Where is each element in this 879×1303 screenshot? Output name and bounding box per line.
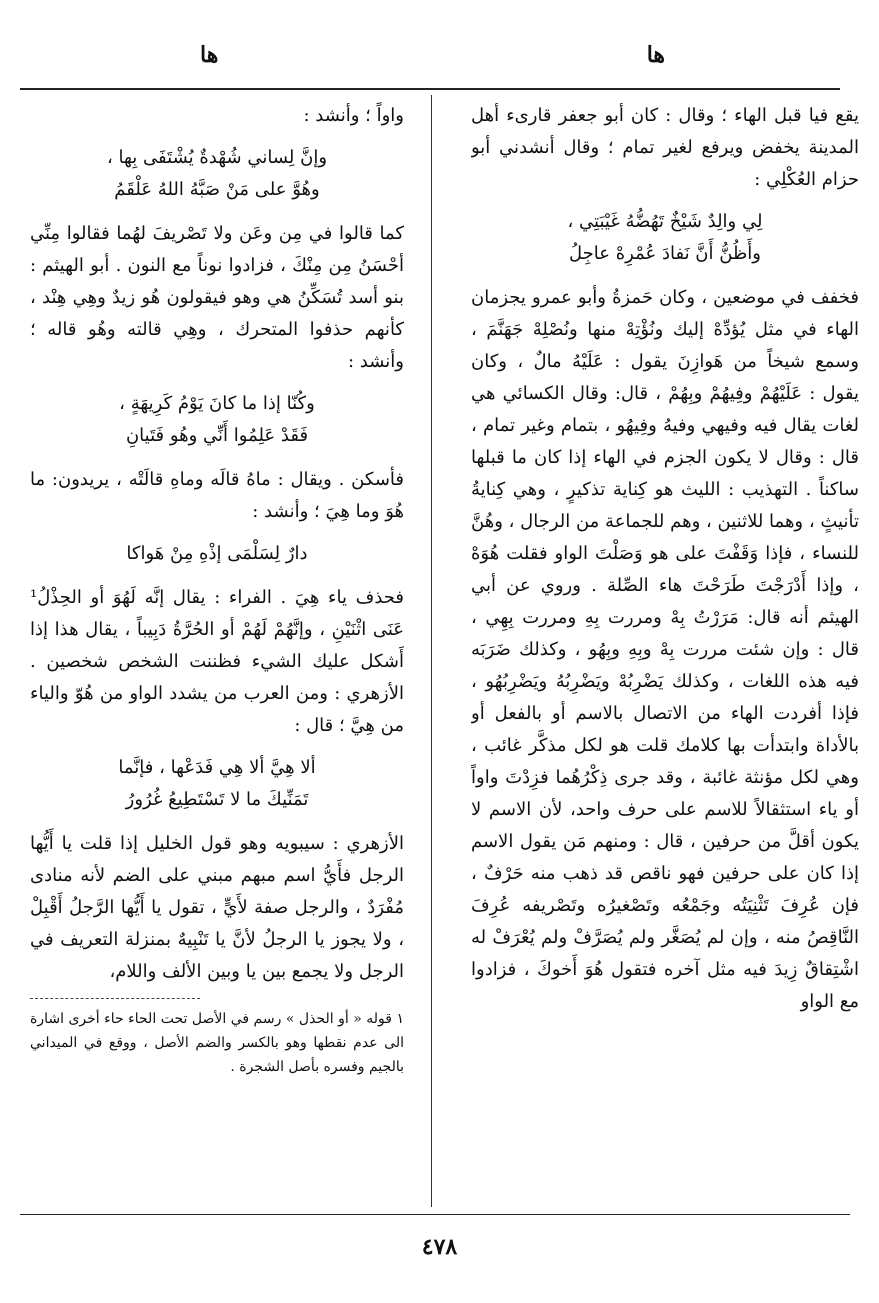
right-paragraph-2: فخفف في موضعين ، وكان حَمزةُ وأبو عمرو يجزمان الهاء في مثل يُؤدِّهْ إليك ونُؤْتِهْ منها ونُصْلِهْ جَهَنَّمَ ، وسمع شيخاً من هَوازِنَ يقول : عَلَيْهُ مالٌ ، وكان يقول : عَلَيْهُمْ وفِيهُمْ وبِهُمْ ، قال: وقال الكسائي هي لغات يقال فيه وفيهي وفيهُ وفِيهُو ، بتمام وغير تمام ، قال : وقال لا يكون الجزم في الهاء إذا كان ما قبلها ساكناً . التهذيب : الليث هو كِناية تذكيرٍ ، وهي كِنايةُ تأنيثٍ ، وهما للاثنين ، وهم للجماعة من الرجال ، وهُنَّ للنساء ، فإذا وَقَفْتَ على هو وَصَلْتَ الواو فقلت هُوَهْ ، وإذا أَدْرَجْتَ طَرَحْتَ هاء الصِّلة . وروي عن أبي الهيثم أنه قال: مَرَرْتُ بِهْ ومررت بِهِ ومررت بِهِي ، قال : وإن شئت مررت بِهْ وبِهِ وبِهُو ، وكذلك ضَرَبَه فيه هذه اللغات ، وكذلك يَضْرِبُهْ ويَضْرِبُهُ ويَضْرِبُهُو ، فإذا أفردت الهاء من الاتصال بالاسم أو بالفعل أو بالأداة وابتدأت بها كلامك قلت هو لكل مذكَّر غائب ، وهي لكل مؤنثة غائبة ، وقد جرى ذِكْرُهُما فزِدْتَ واواً أو ياء استثقالاً للاسم على حرف واحد، لأن الاسم لا يكون أقلَّ من حرفين ، قال : ومنهم مَن يقول الاسم إذا كان على حرفين فهو ناقص قد ذهب منه حَرْفٌ ، فإن عُرِفَ تَثْنِيَتُه وجَمْعُه وتَصْغيرُه وتَصْريفه عُرِفَ النَّاقِصُ منه ، وإن لم يُصَغَّر ولم يُصَرَّفْ ولم يُعْرَفْ له اشْتِقاقٌ زِيدَ فيه مثل آخره فتقول هُوَ أَخوكَ ، فزادوا مع الواو xyxy=(471,287,859,1012)
footnote-separator xyxy=(30,998,200,999)
footnote: ١ قوله « أو الحذل » رسم في الأصل تحت الحاء حاء أخرى اشارة الى عدم نقطها وهو بالكسر والضم الأصل ، ووقع في الميداني بالجيم وفسره بأصل الشجرة . xyxy=(30,1011,404,1075)
left-verse-2 xyxy=(30,388,404,452)
right-paragraph-1: يقع فيا قبل الهاء ؛ وقال : كان أبو جعفر قارىء أهل المدينة يخفض ويرفع لغير تمام ؛ وقال أنشدني أبو حزام العُكْلِي : xyxy=(471,105,859,190)
verse-line: تَمَنِّيكَ ما لا تَسْتَطِيعُ غُرُورُ xyxy=(125,789,309,810)
left-verse-1 xyxy=(30,142,404,206)
left-paragraph-5: الأزهري : سيبويه وهو قول الخليل إذا قلت يا أَيُّها الرجل فأَيُّ اسم مبهم مبني على الضم لأنه منادى مُفْرَدٌ ، والرجل صفة لأَيٍّ ، تقول يا أَيُّها الرَّجلُ أَقْبِلْ ، ولا يجوز يا الرجلُ لأنَّ يا تَنْبِيهٌ بمنزلة التعريف في الرجل ولا يجمع بين يا وبين الألف واللام، xyxy=(30,833,404,982)
left-paragraph-1: واواً ؛ وأنشد : xyxy=(303,105,404,126)
left-verse-3 xyxy=(30,538,404,570)
verse-line: وهُوَّ على مَنْ صَبَّهُ اللهُ عَلْقَمُ xyxy=(114,179,320,200)
right-verse-1 xyxy=(471,206,859,270)
verse-line: وأَظُنُّ أَنَّ نَفادَ عُمْرِهْ عاجِلُ xyxy=(569,243,761,264)
left-paragraph-3: فأسكن . ويقال : ماهُ قالَه وماهِ قالَتْه ، يريدون: ما هُوَ وما هِيَ ؛ وأنشد : xyxy=(30,469,404,522)
right-column xyxy=(471,100,859,1210)
verse-line: لِي والِدٌ شَيْخٌ تَهُضُّهُ غَيْبَتِي ، xyxy=(567,211,763,232)
header-rule xyxy=(20,88,840,90)
footer-rule xyxy=(20,1214,850,1215)
page-number: ٤٧٨ xyxy=(421,1234,458,1260)
column-divider xyxy=(431,95,432,1207)
left-paragraph-4: فحذف ياء هِيَ . الفراء : يقال إنَّه لَهُوَ أو الحِذْلُ¹ عَنَى اثْنَيْنِ ، وإنَّهُمْ لَهُمْ أو الحُرَّةُ دَبِيباً ، يقال هذا إذا أَشكل عليك الشيء فظننت الشخص شخصين . الأزهري : ومن العرب من يشدد الواو من هُوّ والياء من هِيَّ ؛ قال : xyxy=(30,587,404,736)
verse-line: فَقَدْ عَلِمُوا أَنِّي وهُو فَتَيانِ xyxy=(125,425,309,446)
verse-line: وإنَّ لِساني شُهْدةٌ يُشْتَفَى بِها ، xyxy=(106,147,328,168)
header-word-left: ها xyxy=(200,42,219,68)
verse-line: ألا هِيَّ ألا هِي فَدَعْها ، فإنَّما xyxy=(118,757,316,778)
verse-line: وكُنّا إذا ما كانَ يَوْمُ كَرِيهَةٍ ، xyxy=(119,393,315,414)
verse-line: دارٌ لِسَلْمَى إذْهِ مِنْ هَواكا xyxy=(126,543,308,564)
header-word-right: ها xyxy=(646,42,665,68)
left-verse-4 xyxy=(30,752,404,816)
left-paragraph-2: كما قالوا في مِن وعَن ولا تَصْريفَ لهُما فقالوا مِنِّي أحْسَنُ مِن مِنْكَ ، فزادوا نوناً مع النون . أبو الهيثم : بنو أسد تُسَكِّنُ هي وهو فيقولون هُو زيدٌ وهِي هِنْد ، كأنهم حذفوا المتحرك ، وهِي قالته وهُو قاله ؛ وأنشد : xyxy=(30,223,404,372)
left-column xyxy=(30,100,404,1210)
